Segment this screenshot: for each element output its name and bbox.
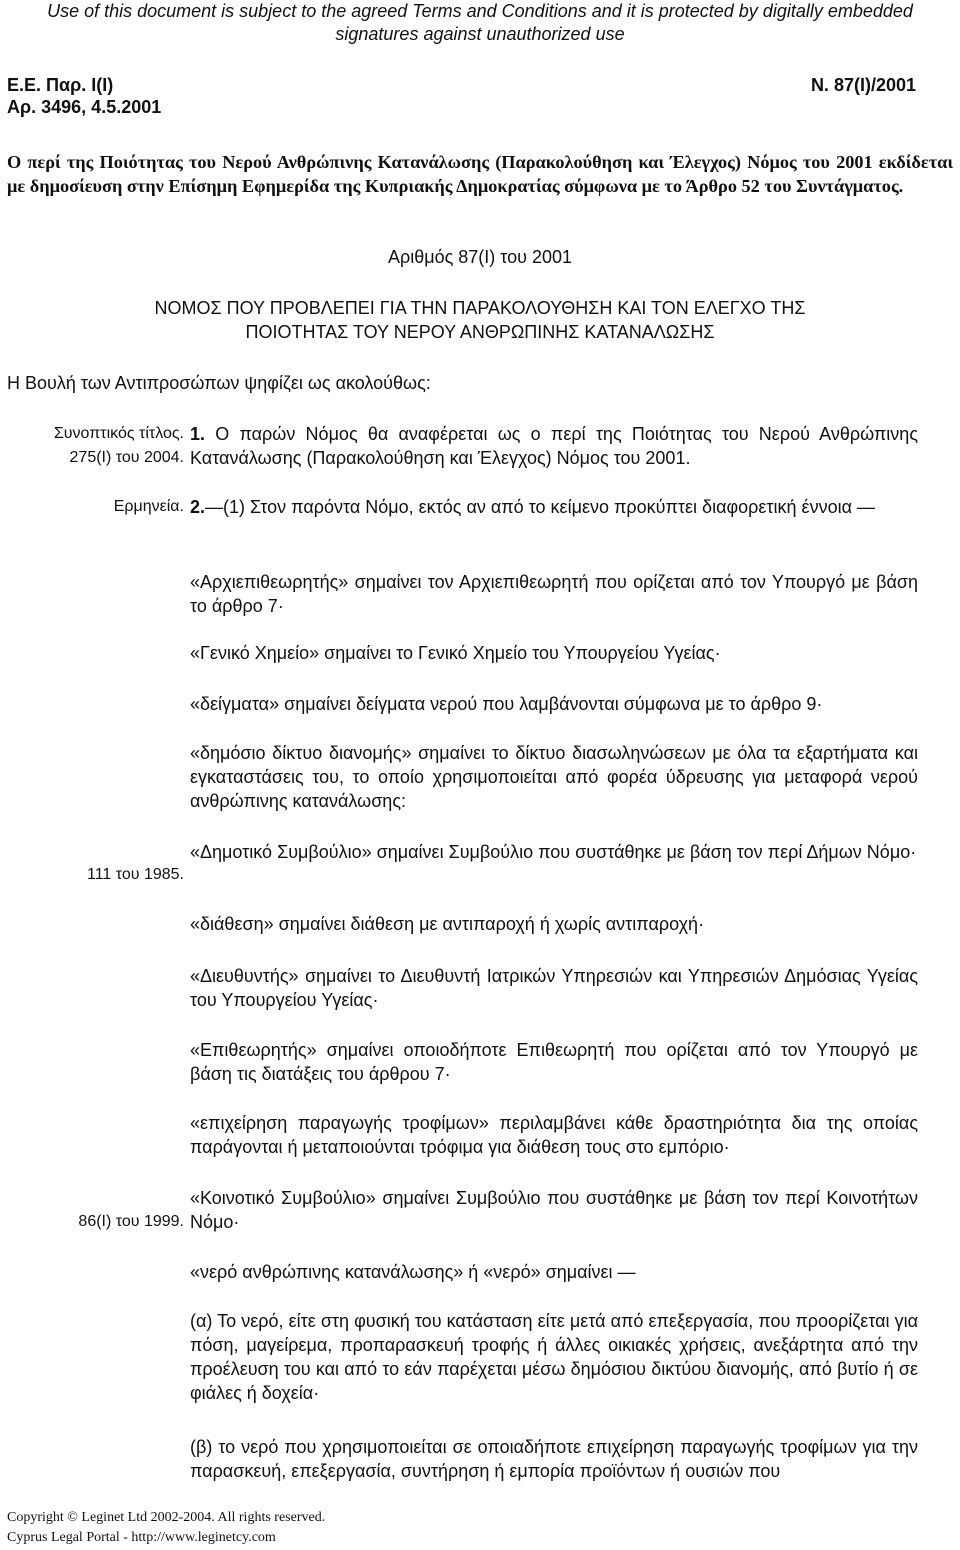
banner-line-1: Use of this document is subject to the agreed Terms and Conditions and it is protected by digitally embedded [47, 1, 913, 21]
gazette-part: Ε.Ε. Παρ. Ι(Ι) [7, 75, 114, 95]
section-2-text: —(1) Στον παρόντα Νόμο, εκτός αν από το κείμενο προκύπτει διαφορετική έννοια — [205, 497, 875, 517]
section-1 [190, 422, 918, 470]
margin-note-interpretation: Ερμηνεία. [113, 498, 184, 515]
usage-banner [0, 0, 960, 46]
definition: «Γενικό Χημείο» σημαίνει το Γενικό Χημείο του Υπουργείου Υγείας· [190, 643, 721, 663]
law-title-line-1: ΝΟΜΟΣ ΠΟΥ ΠΡΟΒΛΕΠΕΙ ΓΙΑ ΤΗΝ ΠΑΡΑΚΟΛΟΥΘΗΣΗ ΚΑΙ ΤΟΝ ΕΛΕΓΧΟ ΤΗΣ [154, 298, 806, 318]
definition: «Διευθυντής» σημαίνει το Διευθυντή Ιατρικών Υπηρεσιών και Υπηρεσιών Δημόσιας Υγείας του Υπουργείου Υγείας· [190, 966, 918, 1010]
definition: «δείγματα» σημαίνει δείγματα νερού που λαμβάνονται σύμφωνα με το άρθρο 9· [190, 694, 823, 714]
portal-link[interactable]: Cyprus Legal Portal - http://www.leginetcy.com [7, 1530, 276, 1545]
definition: «δημόσιο δίκτυο διανομής» σημαίνει το δίκτυο διασωληνώσεων με όλα τα εξαρτήματα και εγκαταστάσεις του, το οποίο χρησιμοποιείται από φορέα ύδρευσης για μεταφορά νερού ανθρώπινης κατανάλωσης: [190, 743, 918, 811]
definition: «Επιθεωρητής» σημαίνει οποιοδήποτε Επιθεωρητή που ορίζεται από τον Υπουργό με βάση τις διατάξεις του άρθρου 7· [190, 1040, 918, 1084]
definition-item-b: (β) το νερό που χρησιμοποιείται σε οποιαδήποτε επιχείρηση παραγωγής τροφίμων για την παρασκευή, επεξεργασία, συντήρηση ή εμπορία προϊόντων ή ουσιών που [190, 1437, 918, 1481]
definition: «νερό ανθρώπινης κατανάλωσης» ή «νερό» σημαίνει — [190, 1262, 636, 1282]
margin-note-municipalities-law: 111 του 1985. [87, 866, 184, 883]
margin-note-amendment: 275(Ι) του 2004. [69, 449, 184, 466]
section-1-text: Ο παρών Νόμος θα αναφέρεται ως ο περί της Ποιότητας του Νερού Ανθρώπινης Κατανάλωσης (Παρακολούθηση και Έλεγχος) Νόμος του 2001. [190, 424, 918, 468]
definition: «επιχείρηση παραγωγής τροφίμων» περιλαμβάνει κάθε δραστηριότητα δια της οποίας παράγονται ή μεταποιούνται τρόφιμα για διάθεση τους στο εμπόριο· [190, 1113, 918, 1157]
banner-line-2: signatures against unauthorized use [335, 24, 625, 44]
law-code: Ν. 87(Ι)/2001 [810, 75, 916, 95]
enactment-formula: Η Βουλή των Αντιπροσώπων ψηφίζει ως ακολούθως: [7, 373, 431, 393]
law-title-line-2: ΠΟΙΟΤΗΤΑΣ ΤΟΥ ΝΕΡΟΥ ΑΝΘΡΩΠΙΝΗΣ ΚΑΤΑΝΑΛΩΣΗΣ [245, 322, 715, 342]
definition: «Κοινοτικό Συμβούλιο» σημαίνει Συμβούλιο που συστάθηκε με βάση τον περί Κοινοτήτων Νόμο· [190, 1188, 918, 1232]
gazette-issue: Αρ. 3496, 4.5.2001 [7, 97, 162, 117]
law-number: Αριθμός 87(Ι) του 2001 [387, 247, 573, 267]
definition: «Αρχιεπιθεωρητής» σημαίνει τον Αρχιεπιθεωρητή που ορίζεται από τον Υπουργό με βάση το άρθρο 7· [190, 572, 918, 616]
publication-note: Ο περί της Ποιότητας του Νερού Ανθρώπινης Κατανάλωσης (Παρακολούθηση και Έλεγχος) Νόμος του 2001 εκδίδεται με δημοσίευση στην Επίσημη Εφημερίδα της Κυπριακής Δημοκρατίας σύμφωνα με το Άρθρο 52 του Συντάγματος. [7, 152, 953, 196]
definition: «διάθεση» σημαίνει διάθεση με αντιπαροχή ή χωρίς αντιπαροχή· [190, 914, 705, 934]
definition-item-a: (α) Το νερό, είτε στη φυσική του κατάσταση είτε μετά από επεξεργασία, που προορίζεται για πόση, μαγείρεμα, προπαρασκευή τροφής ή άλλες οικιακές χρήσεις, ανεξάρτητα από την προέλευση του και από το εάν παρέχεται μέσω δημόσιου δικτύου διανομής, από βυτίο ή σε φιάλες ή δοχεία· [190, 1311, 918, 1403]
section-2-number: 2. [190, 497, 206, 517]
definition: «Δημοτικό Συμβούλιο» σημαίνει Συμβούλιο που συστάθηκε με βάση τον περί Δήμων Νόμο· [190, 842, 917, 862]
gazette-reference [7, 74, 161, 118]
section-1-number: 1. [190, 424, 206, 444]
law-title [0, 296, 960, 344]
copyright-footer [7, 1508, 325, 1548]
section-2 [190, 495, 918, 519]
copyright-line: Copyright © Leginet Ltd 2002-2004. All rights reserved. [7, 1510, 326, 1525]
margin-note-communities-law: 86(Ι) του 1999. [78, 1213, 184, 1230]
margin-note-short-title: Συνοπτικός τίτλος. [53, 425, 184, 442]
